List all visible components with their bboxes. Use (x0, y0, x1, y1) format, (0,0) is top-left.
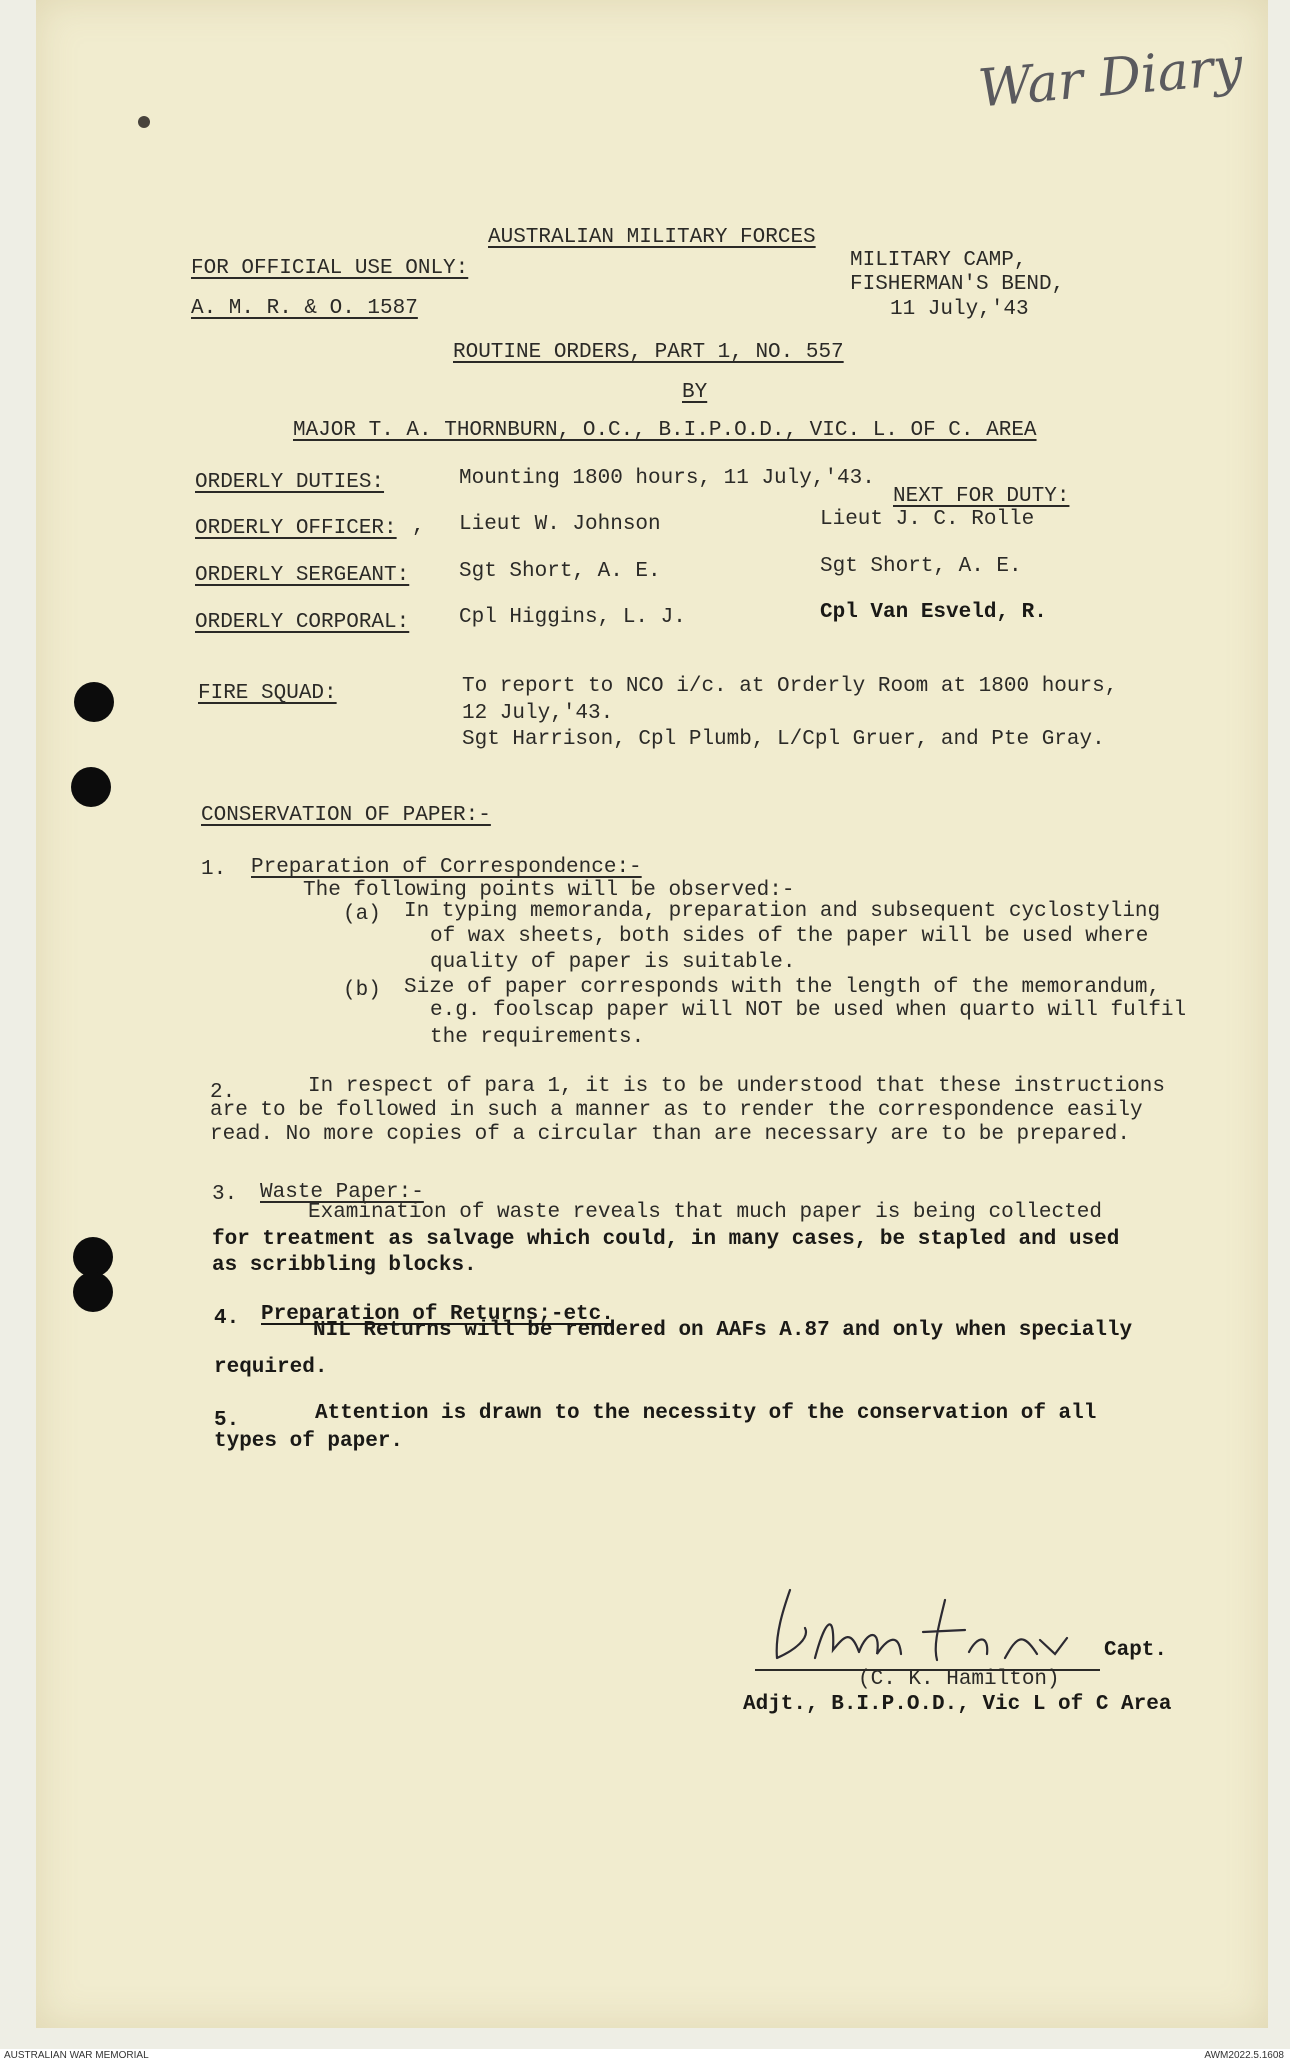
footer-accession-number: AWM2022.5.1608 (1204, 2050, 1284, 2061)
issuer-line: MAJOR T. A. THORNBURN, O.C., B.I.P.O.D., VIC. L. OF C. AREA (293, 419, 1037, 442)
official-use-label: FOR OFFICIAL USE ONLY: (191, 257, 469, 280)
para-4-number: 4. (214, 1307, 240, 1330)
conservation-heading: CONSERVATION OF PAPER:- (201, 804, 491, 827)
para-1b-line-3: the requirements. (430, 1026, 645, 1049)
para-1b-label: (b) (343, 979, 381, 1002)
para-3-title: Waste Paper:- (260, 1181, 424, 1204)
para-3-line-1: Examination of waste reveals that much paper is being collected (308, 1201, 1102, 1224)
orderly-corporal-next: Cpl Van Esveld, R. (820, 601, 1047, 624)
para-3-line-3: as scribbling blocks. (212, 1254, 477, 1277)
camp-line-2: FISHERMAN'S BEND, (850, 273, 1065, 296)
signature-rank: Capt. (1104, 1639, 1168, 1662)
orderly-duties-label: ORDERLY DUTIES: (195, 471, 385, 494)
order-date: 11 July,'43 (890, 298, 1029, 321)
orderly-officer-mark: , (412, 515, 425, 538)
handwritten-note: War Diary (975, 36, 1245, 120)
orders-title: ROUTINE ORDERS, PART 1, NO. 557 (453, 341, 844, 364)
para-5-number: 5. (214, 1409, 240, 1432)
orderly-sergeant-next: Sgt Short, A. E. (820, 555, 1022, 578)
para-1a-line-1: In typing memoranda, preparation and subsequent cyclostyling (404, 900, 1161, 923)
heading-australian-military-forces: AUSTRALIAN MILITARY FORCES (488, 226, 816, 249)
orderly-officer-label: ORDERLY OFFICER: (195, 517, 397, 540)
camp-line-1: MILITARY CAMP, (850, 249, 1027, 272)
orderly-duties-value: Mounting 1800 hours, 11 July,'43. (459, 467, 875, 490)
orderly-sergeant-label: ORDERLY SERGEANT: (195, 564, 410, 587)
by-line: BY (682, 381, 708, 404)
amr-reference: A. M. R. & O. 1587 (191, 297, 418, 320)
para-1a-line-2: of wax sheets, both sides of the paper will be used where (430, 925, 1149, 948)
para-3-line-2: for treatment as salvage which could, in many cases, be stapled and used (212, 1228, 1120, 1251)
footer-institution: AUSTRALIAN WAR MEMORIAL (4, 2050, 149, 2061)
orderly-officer-value: Lieut W. Johnson (459, 513, 661, 536)
fire-squad-label: FIRE SQUAD: (198, 682, 337, 705)
punch-hole (73, 1237, 113, 1277)
punch-hole (73, 1272, 113, 1312)
para-4-line-2: required. (214, 1356, 328, 1379)
para-2-line-3: read. No more copies of a circular than are necessary are to be prepared. (210, 1123, 1130, 1146)
para-1a-label: (a) (343, 903, 381, 926)
next-for-duty-label: NEXT FOR DUTY: (893, 485, 1070, 508)
para-1-title: Preparation of Correspondence:- (251, 856, 642, 879)
orderly-corporal-label: ORDERLY CORPORAL: (195, 611, 410, 634)
signature-title: Adjt., B.I.P.O.D., Vic L of C Area (743, 1693, 1172, 1716)
signature-name: (C. K. Hamilton) (858, 1668, 1060, 1691)
para-5-line-1: Attention is drawn to the necessity of the conservation of all (315, 1402, 1097, 1425)
orderly-sergeant-value: Sgt Short, A. E. (459, 560, 661, 583)
orderly-officer-next: Lieut J. C. Rolle (820, 508, 1035, 531)
para-5-line-2: types of paper. (214, 1430, 404, 1453)
para-2-line-2: are to be followed in such a manner as to render the correspondence easily (210, 1099, 1143, 1122)
para-1b-line-1: Size of paper corresponds with the length of the memorandum, (404, 976, 1161, 999)
fire-squad-line-3: Sgt Harrison, Cpl Plumb, L/Cpl Gruer, and Pte Gray. (462, 728, 1105, 751)
orderly-corporal-value: Cpl Higgins, L. J. (459, 606, 686, 629)
para-2-line-1: In respect of para 1, it is to be understood that these instructions (308, 1075, 1165, 1098)
punch-hole (71, 767, 111, 807)
para-4-line-1: NIL Returns will be rendered on AAFs A.87 and only when specially (313, 1319, 1133, 1342)
para-1-intro: The following points will be observed:- (303, 879, 795, 902)
para-1b-line-2: e.g. foolscap paper will NOT be used when quarto will fulfil (430, 999, 1187, 1022)
para-1-number: 1. (201, 858, 227, 881)
paper-blemish (138, 116, 150, 128)
para-1a-line-3: quality of paper is suitable. (430, 951, 796, 974)
signature-image (755, 1580, 1125, 1675)
fire-squad-line-1: To report to NCO i/c. at Orderly Room at 1800 hours, (462, 675, 1118, 698)
para-4-title: Preparation of Returns;-etc. (261, 1303, 614, 1326)
para-3-number: 3. (212, 1183, 238, 1206)
fire-squad-line-2: 12 July,'43. (462, 702, 614, 725)
para-2-number: 2. (210, 1081, 236, 1104)
punch-hole (74, 682, 114, 722)
